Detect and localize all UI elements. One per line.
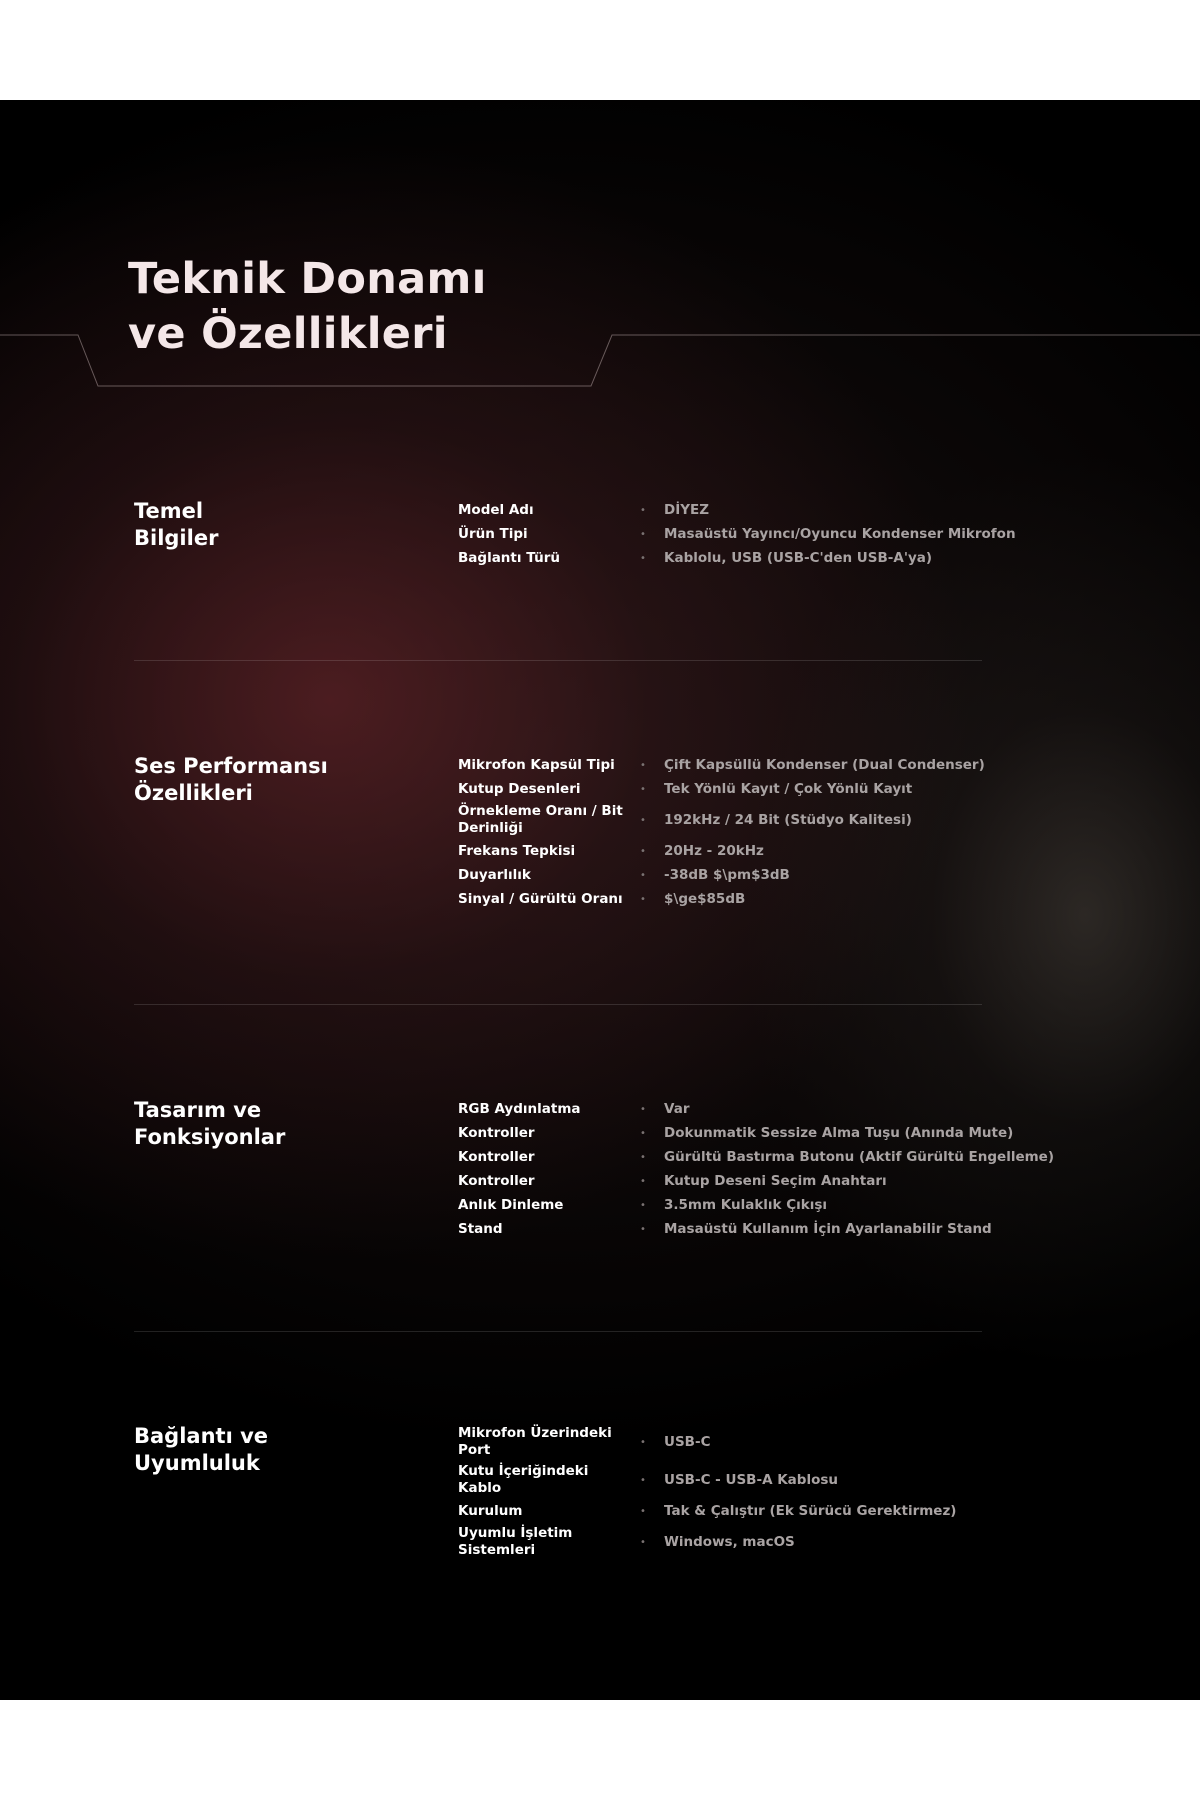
bullet-icon: •	[640, 783, 646, 795]
spec-panel	[0, 100, 1200, 1700]
spec-row	[458, 498, 1198, 522]
spec-value: Tak & Çalıştır (Ek Sürücü Gerektirmez)	[664, 1502, 957, 1519]
spec-label: Kurulum	[458, 1502, 523, 1519]
spec-row	[458, 1145, 1198, 1169]
spec-value: -38dB $\pm$3dB	[664, 866, 790, 883]
spec-value: Var	[664, 1100, 690, 1117]
bullet-icon: •	[640, 1127, 646, 1139]
spec-label: Kontroller	[458, 1148, 535, 1165]
bullet-icon: •	[640, 893, 646, 905]
bullet-icon: •	[640, 845, 646, 857]
spec-list	[458, 753, 1198, 911]
spec-value: 3.5mm Kulaklık Çıkışı	[664, 1196, 828, 1213]
spec-value: Masaüstü Kullanım İçin Ayarlanabilir Stand	[664, 1220, 992, 1237]
spec-label: Kontroller	[458, 1172, 535, 1189]
bullet-icon: •	[640, 1223, 646, 1235]
bullet-icon: •	[640, 1175, 646, 1187]
spec-row	[458, 839, 1198, 863]
spec-value: Kutup Deseni Seçim Anahtarı	[664, 1172, 887, 1189]
spec-value: Dokunmatik Sessize Alma Tuşu (Anında Mute)	[664, 1124, 1014, 1141]
spec-label: Bağlantı Türü	[458, 549, 560, 566]
bullet-icon: •	[640, 1151, 646, 1163]
spec-row	[458, 887, 1198, 911]
page-title-line-1: Teknik Donamı	[128, 254, 487, 304]
spec-value: Kablolu, USB (USB-C'den USB-A'ya)	[664, 549, 933, 566]
spec-label: Stand	[458, 1220, 503, 1237]
section-divider	[134, 660, 982, 661]
section-title-line: Bağlantı ve	[134, 1424, 269, 1448]
bullet-icon: •	[640, 1474, 646, 1486]
spec-row	[458, 863, 1198, 887]
page-title	[128, 252, 648, 362]
spec-value: Çift Kapsüllü Kondenser (Dual Condenser)	[664, 756, 985, 773]
section-title-line: Tasarım ve	[134, 1098, 262, 1122]
spec-value: $\ge$85dB	[664, 890, 746, 907]
spec-label: Duyarlılık	[458, 866, 531, 883]
section-title-line: Ses Performansı	[134, 754, 328, 778]
section-title-line: Temel	[134, 499, 204, 523]
spec-value: Masaüstü Yayıncı/Oyuncu Kondenser Mikrofon	[664, 525, 1016, 542]
spec-row	[458, 777, 1198, 801]
spec-label: Sinyal / Gürültü Oranı	[458, 890, 623, 907]
spec-row	[458, 546, 1198, 570]
section-title-line: Fonksiyonlar	[134, 1125, 286, 1149]
spec-row	[458, 1169, 1198, 1193]
bullet-icon: •	[640, 814, 646, 826]
spec-row	[458, 1523, 1198, 1561]
bullet-icon: •	[640, 759, 646, 771]
spec-label: Örnekleme Oranı / Bit Derinliği	[458, 803, 623, 836]
spec-row	[458, 1217, 1198, 1241]
spec-label: RGB Aydınlatma	[458, 1100, 581, 1117]
spec-label: Mikrofon Kapsül Tipi	[458, 756, 615, 773]
section-divider	[134, 1004, 982, 1005]
section-title-line: Uyumluluk	[134, 1451, 260, 1475]
spec-label: Ürün Tipi	[458, 525, 528, 542]
spec-row	[458, 1097, 1198, 1121]
spec-value: Tek Yönlü Kayıt / Çok Yönlü Kayıt	[664, 780, 913, 797]
section-title	[134, 753, 434, 807]
section-divider	[134, 1331, 982, 1332]
spec-list	[458, 1097, 1198, 1241]
spec-row	[458, 1121, 1198, 1145]
spec-value: USB-C - USB-A Kablosu	[664, 1471, 838, 1488]
bullet-icon: •	[640, 1536, 646, 1548]
spec-label: Kutup Desenleri	[458, 780, 581, 797]
spec-list	[458, 498, 1198, 570]
bullet-icon: •	[640, 504, 646, 516]
spec-label: Mikrofon Üzerindeki Port	[458, 1425, 612, 1458]
spec-value: DİYEZ	[664, 501, 710, 518]
bullet-icon: •	[640, 869, 646, 881]
section-title	[134, 1423, 434, 1477]
spec-row	[458, 1499, 1198, 1523]
section-title-line: Bilgiler	[134, 526, 219, 550]
spec-value: USB-C	[664, 1433, 711, 1450]
spec-value: Windows, macOS	[664, 1533, 795, 1550]
spec-row	[458, 1461, 1198, 1499]
spec-label: Frekans Tepkisi	[458, 842, 576, 859]
spec-row	[458, 1193, 1198, 1217]
spec-value: 192kHz / 24 Bit (Stüdyo Kalitesi)	[664, 811, 912, 828]
page-title-line-2: ve Özellikleri	[128, 309, 448, 359]
spec-value: 20Hz - 20kHz	[664, 842, 764, 859]
section-title	[134, 1097, 434, 1151]
bullet-icon: •	[640, 1199, 646, 1211]
spec-list	[458, 1423, 1198, 1561]
bullet-icon: •	[640, 1103, 646, 1115]
spec-label: Kontroller	[458, 1124, 535, 1141]
bullet-icon: •	[640, 552, 646, 564]
spec-value: Gürültü Bastırma Butonu (Aktif Gürültü Engelleme)	[664, 1148, 1055, 1165]
section-title	[134, 498, 434, 552]
bullet-icon: •	[640, 528, 646, 540]
bullet-icon: •	[640, 1505, 646, 1517]
spec-label: Uyumlu İşletim Sistemleri	[458, 1525, 573, 1558]
section-title-line: Özellikleri	[134, 781, 253, 805]
spec-row	[458, 801, 1198, 839]
spec-label: Kutu İçeriğindeki Kablo	[458, 1463, 589, 1496]
spec-label: Anlık Dinleme	[458, 1196, 564, 1213]
bullet-icon: •	[640, 1436, 646, 1448]
spec-row	[458, 1423, 1198, 1461]
spec-row	[458, 522, 1198, 546]
spec-label: Model Adı	[458, 501, 534, 518]
spec-row	[458, 753, 1198, 777]
